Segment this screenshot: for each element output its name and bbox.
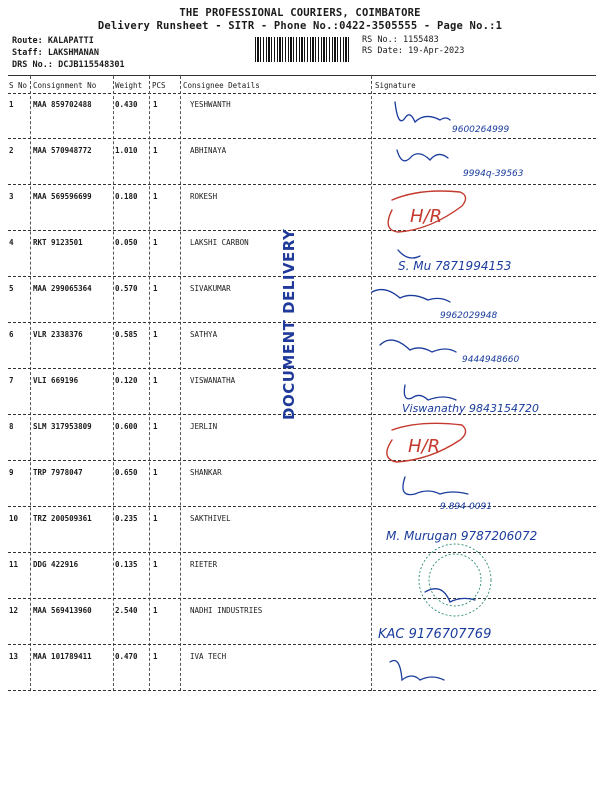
col-head-signature: Signature	[375, 81, 416, 90]
row-consignee: RIETER	[190, 560, 218, 569]
row-pcs: 1	[153, 284, 158, 293]
col-head-pcs: PCS	[152, 81, 166, 90]
staff-value: LAKSHMANAN	[47, 48, 100, 58]
row-consignee: SHANKAR	[190, 468, 222, 477]
signature-scribble	[380, 340, 456, 352]
row-consignment-no: VLI 669196	[33, 376, 79, 385]
row-consignee: ABHINAYA	[190, 146, 227, 155]
handwritten-hr: H/R	[410, 206, 443, 227]
row-sno: 8	[9, 422, 14, 431]
row-pcs: 1	[153, 238, 158, 247]
row-weight: 0.235	[115, 514, 138, 523]
row-pcs: 1	[153, 422, 158, 431]
row-sno: 1	[9, 100, 14, 109]
signature-scribble	[390, 660, 444, 680]
row-sno: 3	[9, 192, 14, 201]
row-consignee: VISWANATHA	[190, 376, 236, 385]
signature-scribble	[425, 589, 475, 602]
row-consignee: SIVAKUMAR	[190, 284, 231, 293]
handwritten-name-phone: M. Murugan 9787206072	[386, 529, 538, 543]
rs-date-label: RS Date:	[362, 46, 403, 56]
col-head-sno: S No	[9, 81, 28, 90]
row-consignment-no: TRZ 200509361	[33, 514, 92, 523]
document-delivery-stamp: DOCUMENT DELIVERY	[280, 228, 298, 420]
row-consignee: YESHWANTH	[190, 100, 231, 109]
route-value: KALAPATTI	[47, 36, 94, 46]
signature-scribble	[404, 385, 456, 400]
row-weight: 0.650	[115, 468, 138, 477]
row-consignment-no: VLR 2338376	[33, 330, 83, 339]
col-head-consignment: Consignment No	[33, 81, 97, 90]
row-consignment-no: MAA 569596699	[33, 192, 92, 201]
rs-date-value: 19-Apr-2023	[408, 46, 465, 56]
row-pcs: 1	[153, 468, 158, 477]
signature-scribble	[397, 150, 448, 161]
drs-label: DRS No.:	[12, 60, 53, 70]
route-label: Route:	[12, 36, 43, 46]
row-consignee: JERLIN	[190, 422, 218, 431]
row-pcs: 1	[153, 376, 158, 385]
staff-label: Staff:	[12, 48, 43, 58]
row-pcs: 1	[153, 606, 158, 615]
row-pcs: 1	[153, 100, 158, 109]
handwritten-name-phone: KAC 9176707769	[378, 627, 492, 642]
company-seal-stamp	[419, 544, 491, 616]
company-title: THE PROFESSIONAL COURIERS, COIMBATORE	[179, 7, 421, 19]
row-pcs: 1	[153, 146, 158, 155]
row-consignment-no: MAA 859702488	[33, 100, 92, 109]
handwritten-name-phone: Viswanathy 9843154720	[402, 402, 540, 415]
row-pcs: 1	[153, 330, 158, 339]
handwritten-hr: H/R	[408, 436, 441, 457]
row-consignee: NADHI INDUSTRIES	[190, 606, 263, 615]
handwritten-phone: 9444948660	[462, 355, 520, 365]
row-weight: 2.540	[115, 606, 138, 615]
row-weight: 0.135	[115, 560, 138, 569]
row-consignment-no: MAA 570948772	[33, 146, 92, 155]
row-weight: 0.600	[115, 422, 138, 431]
row-sno: 6	[9, 330, 14, 339]
row-consignment-no: SLM 317953809	[33, 422, 92, 431]
row-consignment-no: MAA 569413960	[33, 606, 92, 615]
signature-scribble	[398, 250, 420, 258]
drs-value: DCJB115548301	[58, 60, 125, 70]
row-sno: 9	[9, 468, 14, 477]
row-weight: 1.010	[115, 146, 138, 155]
row-pcs: 1	[153, 192, 158, 201]
row-sno: 2	[9, 146, 14, 155]
signature-scribble	[403, 477, 468, 495]
row-weight: 0.585	[115, 330, 138, 339]
company-seal-stamp	[429, 554, 481, 606]
row-sno: 12	[9, 606, 19, 615]
row-consignment-no: MAA 101789411	[33, 652, 92, 661]
row-consignee: LAKSHI CARBON	[190, 238, 249, 247]
row-sno: 11	[9, 560, 19, 569]
row-consignment-no: DDG 422916	[33, 560, 79, 569]
row-weight: 0.570	[115, 284, 138, 293]
signature-scribble	[372, 290, 450, 302]
row-consignment-no: MAA 299065364	[33, 284, 92, 293]
handwritten-phone: 9994q-39563	[463, 169, 524, 179]
handwritten-phone: 9.894-0091	[440, 502, 492, 512]
row-weight: 0.430	[115, 100, 138, 109]
handwritten-phone: S. Mu 7871994153	[398, 259, 512, 273]
row-sno: 10	[9, 514, 19, 523]
handwritten-phone: 9600264999	[452, 125, 510, 135]
col-head-consignee: Consignee Details	[183, 81, 260, 90]
row-sno: 7	[9, 376, 14, 385]
runsheet-subtitle: Delivery Runsheet - SITR - Phone No.:0422-3505555 - Page No.:1	[97, 20, 503, 32]
row-weight: 0.050	[115, 238, 138, 247]
row-weight: 0.470	[115, 652, 138, 661]
row-consignee: IVA TECH	[190, 652, 227, 661]
row-consignment-no: RKT 9123501	[33, 238, 83, 247]
row-sno: 13	[9, 652, 19, 661]
row-pcs: 1	[153, 514, 158, 523]
row-pcs: 1	[153, 560, 158, 569]
col-head-weight: Weight	[115, 81, 143, 90]
row-consignee: ROKESH	[190, 192, 218, 201]
rs-no-label: RS No.:	[362, 35, 398, 45]
row-consignment-no: TRP 7978047	[33, 468, 83, 477]
row-consignee: SATHYA	[190, 330, 218, 339]
row-weight: 0.180	[115, 192, 138, 201]
row-weight: 0.120	[115, 376, 138, 385]
signature-scribble	[395, 102, 450, 122]
row-sno: 4	[9, 238, 14, 247]
row-sno: 5	[9, 284, 14, 293]
rs-no-value: 1155483	[402, 35, 439, 45]
row-consignee: SAKTHIVEL	[190, 514, 231, 523]
handwritten-phone: 9962029948	[440, 311, 498, 321]
row-pcs: 1	[153, 652, 158, 661]
